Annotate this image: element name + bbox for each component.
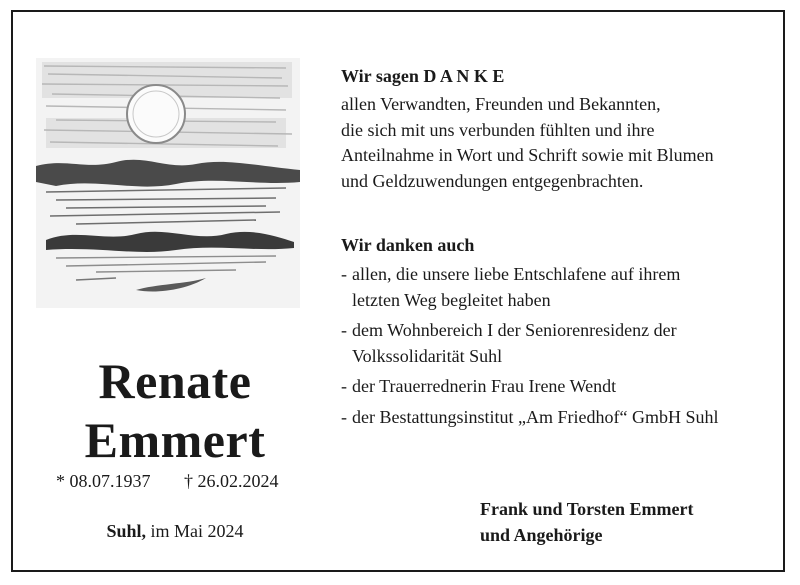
list-item-line: der Bestattungsinstitut „Am Friedhof“ GmbH Suhl	[352, 406, 719, 427]
death-date: † 26.02.2024	[184, 471, 279, 491]
list-dash: -	[341, 406, 347, 427]
list-dash: -	[341, 264, 347, 284]
list-item-line: Volkssolidarität Suhl	[352, 345, 503, 366]
thanks-list	[341, 262, 718, 435]
place-date: im Mai 2024	[150, 521, 244, 541]
thanks-line: Anteilnahme in Wort und Schrift sowie mit Blumen	[341, 145, 714, 165]
signature-line: Frank und Torsten Emmert	[480, 499, 694, 519]
place-town: Suhl,	[106, 521, 147, 541]
list-item	[341, 405, 718, 431]
list-item	[341, 318, 718, 369]
list-item	[341, 262, 718, 313]
list-dash: -	[341, 320, 347, 340]
list-item-line: dem Wohnbereich I der Seniorenresidenz der	[352, 320, 677, 340]
birth-date: * 08.07.1937	[56, 471, 151, 491]
signature	[480, 497, 694, 548]
place-and-date	[30, 521, 320, 542]
also-heading: Wir danken auch	[341, 235, 475, 255]
deceased-first-name: Renate	[98, 353, 252, 409]
list-item-line: der Trauerrednerin Frau Irene Wendt	[352, 376, 617, 396]
thanks-line: und Geldzuwendungen entgegenbrachten.	[341, 170, 644, 191]
thanks-text	[341, 92, 714, 194]
thanks-line: allen Verwandten, Freunden und Bekannten,	[341, 94, 661, 114]
list-item	[341, 374, 718, 400]
list-dash: -	[341, 376, 347, 396]
thanks-line: die sich mit uns verbunden fühlten und ihre	[341, 119, 655, 140]
list-item-line: letzten Weg begleitet haben	[352, 289, 551, 310]
signature-line: und Angehörige	[480, 524, 603, 545]
list-item-line: allen, die unsere liebe Entschlafene auf ihrem	[352, 264, 681, 284]
deceased-last-name: Emmert	[84, 412, 266, 468]
sunset-landscape-sketch-icon	[36, 58, 300, 308]
thanks-heading: Wir sagen D A N K E	[341, 66, 505, 86]
